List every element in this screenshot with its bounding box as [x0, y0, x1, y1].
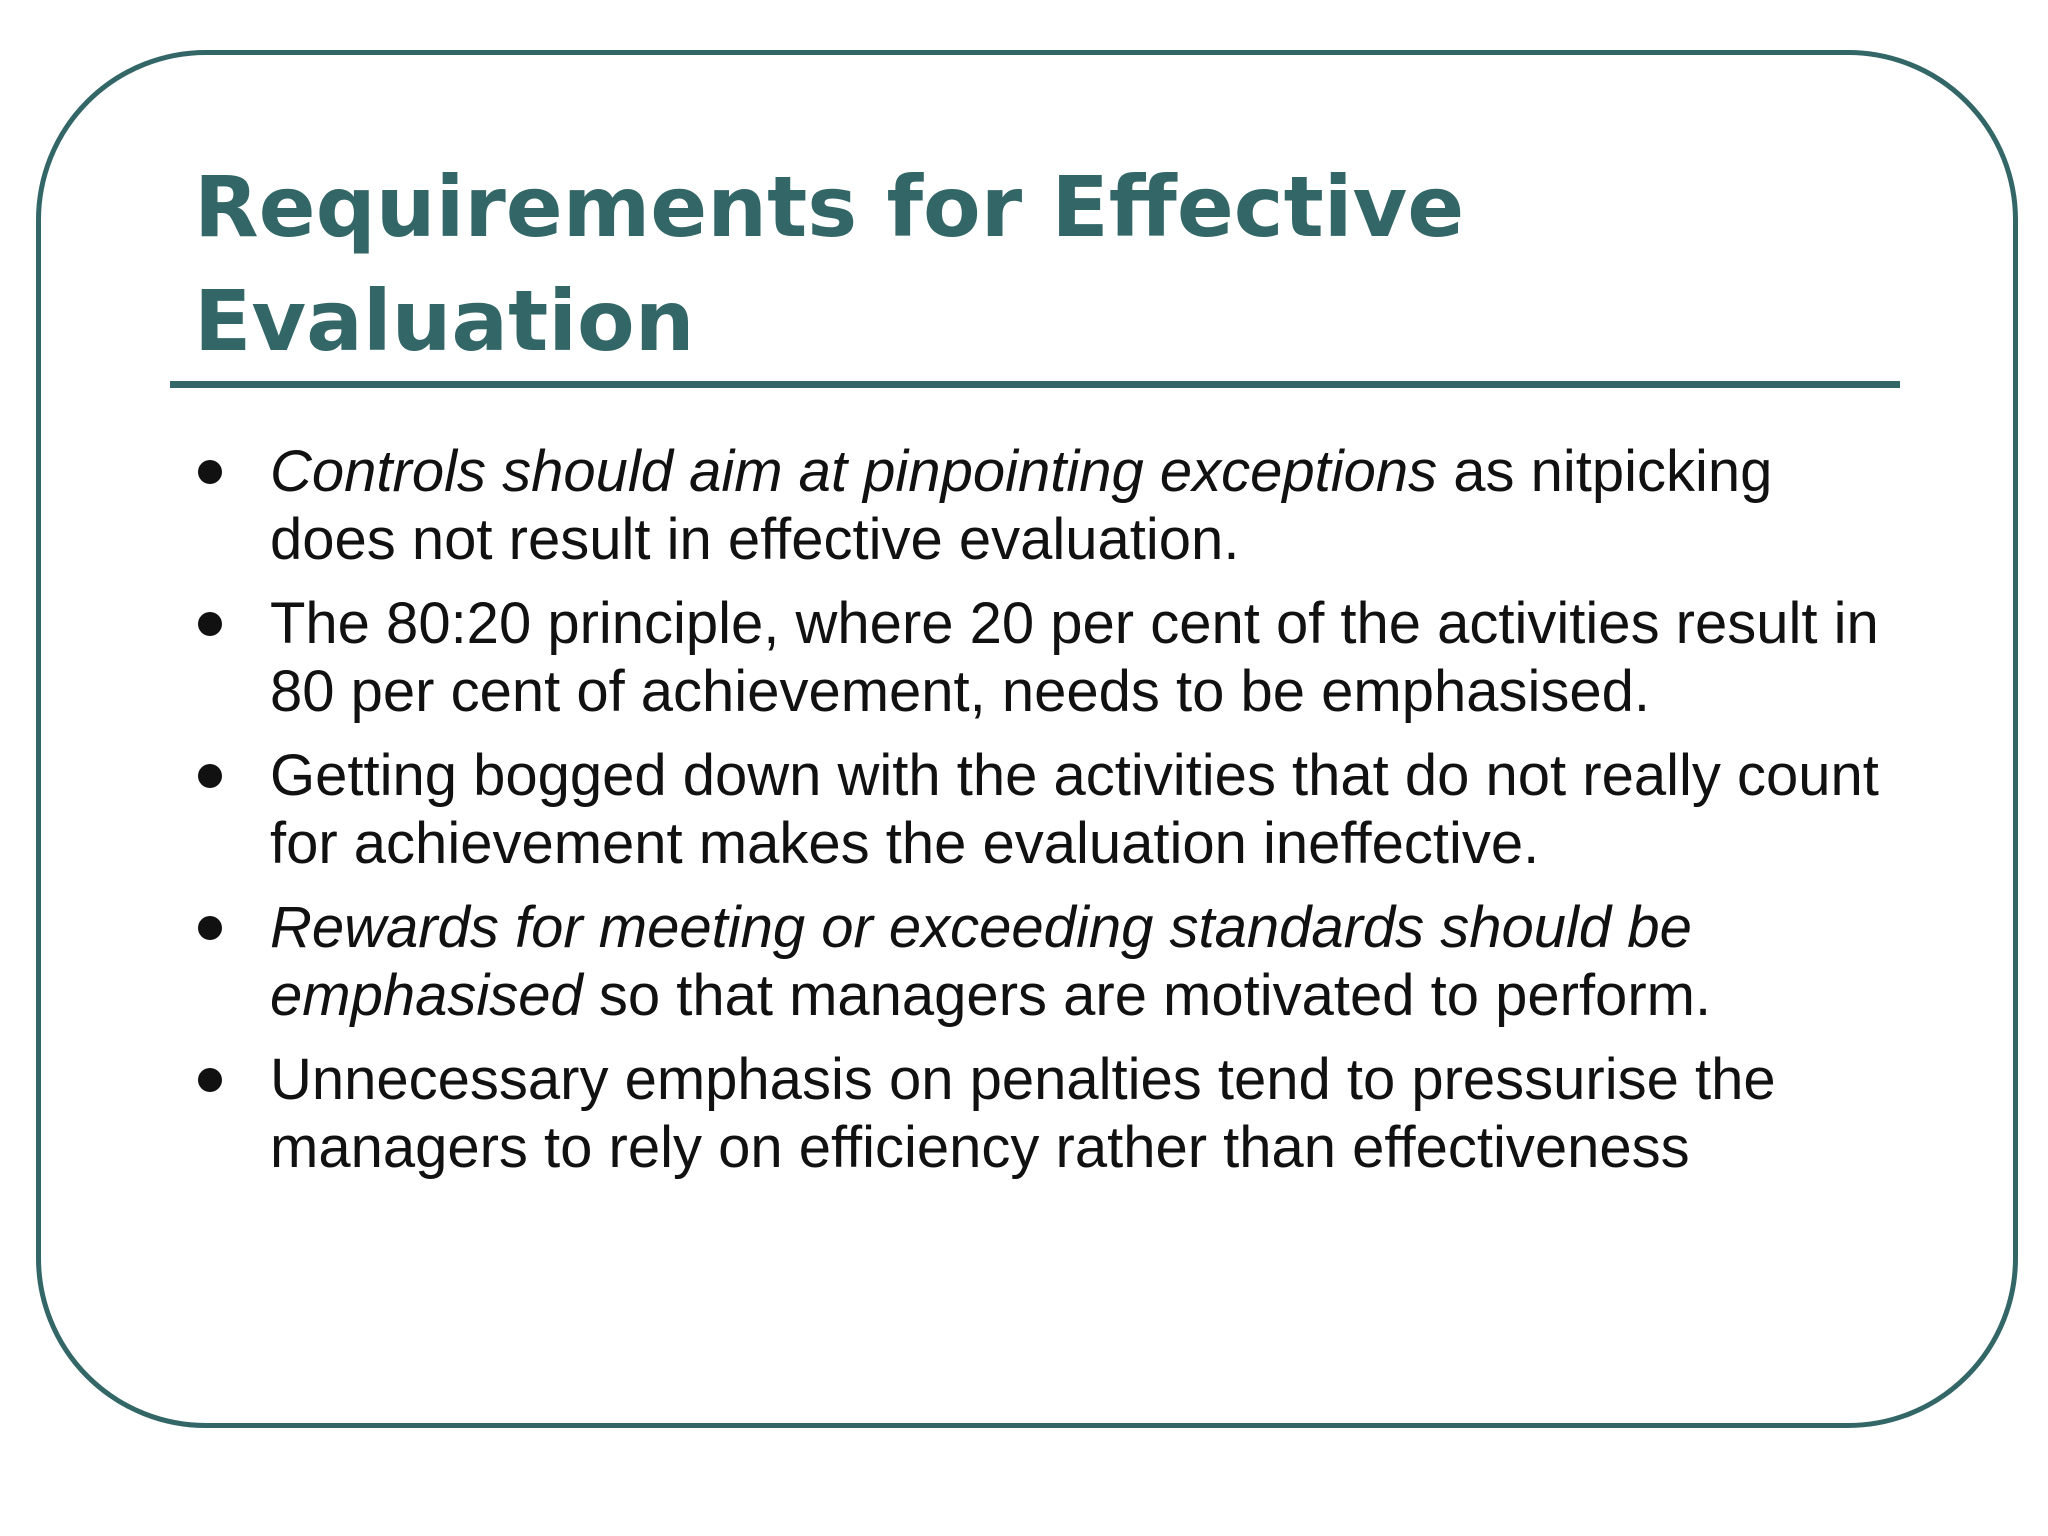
bullet-text: Getting bogged down with the activities that do not really count for achievement makes the evaluation ineffective. — [270, 743, 1879, 876]
bullet-emphasis: Rewards for meeting or exceeding standards should be emphasised — [270, 895, 1692, 1028]
bullet-icon — [198, 612, 222, 636]
title-divider — [170, 381, 1900, 388]
bullet-icon — [198, 764, 222, 788]
bullet-text: so that managers are motivated to perform. — [582, 963, 1712, 1028]
bullet-item — [190, 438, 1910, 574]
bullet-icon — [198, 1068, 222, 1092]
bullet-item — [190, 894, 1910, 1030]
bullet-item — [190, 742, 1910, 878]
bullet-text: as nitpicking does not result in effective evaluation. — [270, 439, 1773, 572]
bullet-item — [190, 590, 1910, 726]
bullet-icon — [198, 460, 222, 484]
bullet-item — [190, 1046, 1910, 1182]
bullet-emphasis: Controls should aim at pinpointing exceptions — [270, 439, 1438, 504]
slide-title: Requirements for Effective Evaluation — [194, 158, 1465, 370]
bullet-text: The 80:20 principle, where 20 per cent of the activities result in 80 per cent of achievement, needs to be emphasised. — [270, 591, 1879, 724]
bullet-list — [190, 438, 1910, 1198]
bullet-icon — [198, 916, 222, 940]
bullet-text: Unnecessary emphasis on penalties tend to pressurise the managers to rely on efficiency rather than effectiveness — [270, 1047, 1776, 1180]
